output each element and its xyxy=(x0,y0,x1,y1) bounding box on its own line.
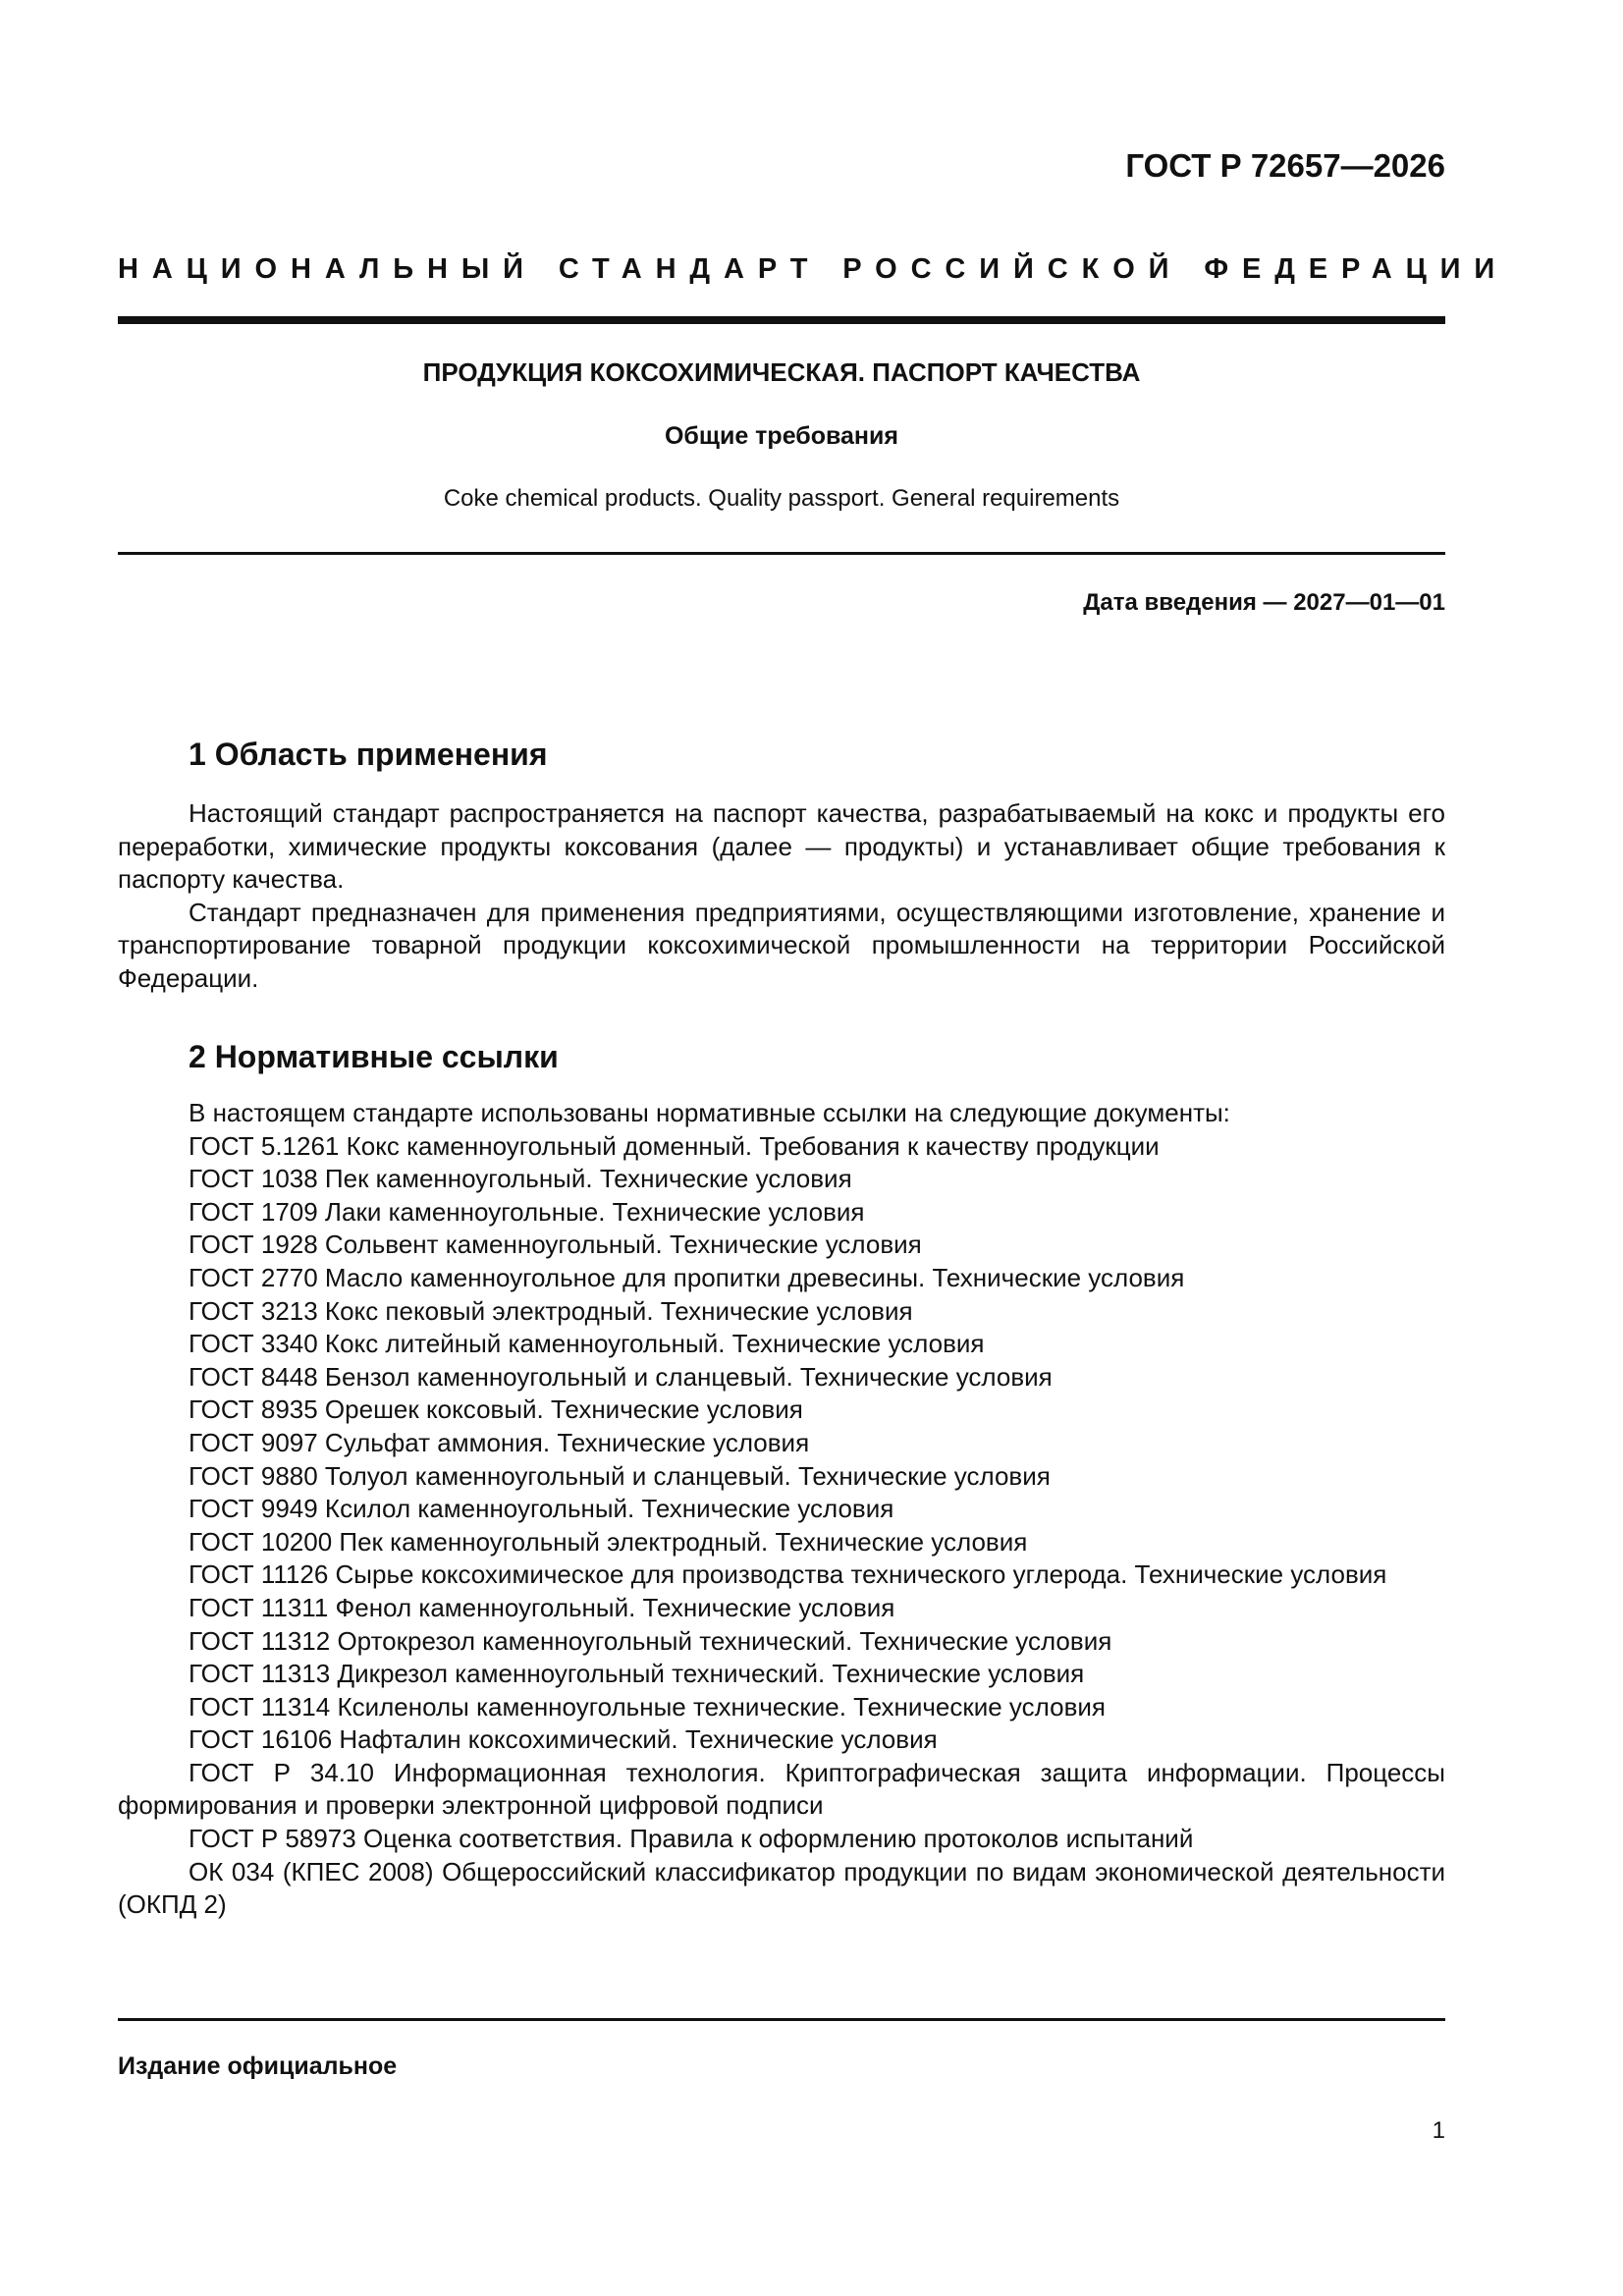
page-number: 1 xyxy=(1432,2117,1445,2144)
reference-item: ГОСТ 5.1261 Кокс каменноугольный доменный. Требования к качеству продукции xyxy=(189,1130,1160,1161)
introduction-date: Дата введения — 2027—01—01 xyxy=(1083,589,1445,616)
reference-item: ГОСТ 9097 Сульфат аммония. Технические условия xyxy=(189,1427,810,1457)
document-number: ГОСТ Р 72657—2026 xyxy=(1125,147,1445,184)
document-page xyxy=(118,0,1509,2296)
section-2-heading: 2 Нормативные ссылки xyxy=(189,1039,559,1074)
document-subtitle: Общие требования xyxy=(664,422,898,450)
reference-item: ГОСТ 8935 Орешек коксовый. Технические условия xyxy=(189,1394,803,1425)
reference-item: ГОСТ 11126 Сырье коксохимическое для производства технического углерода. Технические условия xyxy=(189,1559,1387,1590)
section-1-paragraph: Настоящий стандарт распространяется на паспорт качества, разрабатываемый на кокс и продукты его переработки, химические продукты коксования (далее — продукты) и устанавливает общие требования к паспорту качества. xyxy=(118,798,1445,895)
reference-item: ГОСТ 1928 Сольвент каменноугольный. Технические условия xyxy=(189,1230,922,1260)
reference-item: ГОСТ 11313 Дикрезол каменноугольный технический. Технические условия xyxy=(189,1659,1085,1689)
reference-item: ГОСТ 16106 Нафталин коксохимический. Технические условия xyxy=(189,1724,938,1755)
reference-item: ГОСТ 1038 Пек каменноугольный. Технические условия xyxy=(189,1164,852,1194)
reference-item: ГОСТ 2770 Масло каменноугольное для пропитки древесины. Технические условия xyxy=(189,1262,1185,1292)
reference-item: ГОСТ 9949 Ксилол каменноугольный. Технические условия xyxy=(189,1494,894,1524)
reference-item: ГОСТ 3213 Кокс пековый электродный. Технические условия xyxy=(189,1295,913,1326)
document-title: ПРОДУКЦИЯ КОКСОХИМИЧЕСКАЯ. ПАСПОРТ КАЧЕСТВА xyxy=(422,357,1141,387)
official-edition-label: Издание официальное xyxy=(118,2052,398,2080)
reference-item: ГОСТ 1709 Лаки каменноугольные. Технические условия xyxy=(189,1196,865,1227)
section-2-intro: В настоящем стандарте использованы нормативные ссылки на следующие документы: xyxy=(189,1098,1230,1127)
reference-item: ГОСТ 9880 Толуол каменноугольный и сланцевый. Технические условия xyxy=(189,1460,1051,1491)
section-1-paragraph: Стандарт предназначен для применения предприятиями, осуществляющими изготовление, хранение и транспортирование товарной продукции коксохимической промышленности на территории Российской Федерации. xyxy=(118,897,1445,993)
reference-item: ГОСТ Р 34.10 Информационная технология. Криптографическая защита информации. Процессы формирования и проверки электронной цифровой подписи xyxy=(118,1757,1445,1821)
reference-item: ГОСТ Р 58973 Оценка соответствия. Правила к оформлению протоколов испытаний xyxy=(189,1824,1194,1854)
reference-item: ГОСТ 8448 Бензол каменноугольный и сланцевый. Технические условия xyxy=(189,1361,1053,1392)
reference-item: ГОСТ 11314 Ксиленолы каменноугольные технические. Технические условия xyxy=(189,1691,1106,1722)
header-divider-thick xyxy=(118,316,1445,324)
reference-item: ГОСТ 11312 Ортокрезол каменноугольный технический. Технические условия xyxy=(189,1625,1112,1656)
section-1-body xyxy=(118,797,1445,996)
reference-item: ГОСТ 3340 Кокс литейный каменноугольный. Технические условия xyxy=(189,1329,985,1359)
document-title-english: Coke chemical products. Quality passport. General requirements xyxy=(443,485,1120,512)
section-1-heading: 1 Область применения xyxy=(189,737,548,772)
footer-divider xyxy=(118,2018,1445,2021)
national-standard-banner: НАЦИОНАЛЬНЫЙ СТАНДАРТ РОССИЙСКОЙ ФЕДЕРАЦИИ xyxy=(118,253,1509,285)
reference-item: ГОСТ 10200 Пек каменноугольный электродный. Технические условия xyxy=(189,1526,1028,1557)
section-2-body xyxy=(118,1097,1445,1922)
title-divider xyxy=(118,552,1445,555)
reference-item: ГОСТ 11311 Фенол каменноугольный. Технические условия xyxy=(189,1592,895,1622)
reference-item: ОК 034 (КПЕС 2008) Общероссийский классификатор продукции по видам экономической деятельности (ОКПД 2) xyxy=(118,1856,1445,1920)
